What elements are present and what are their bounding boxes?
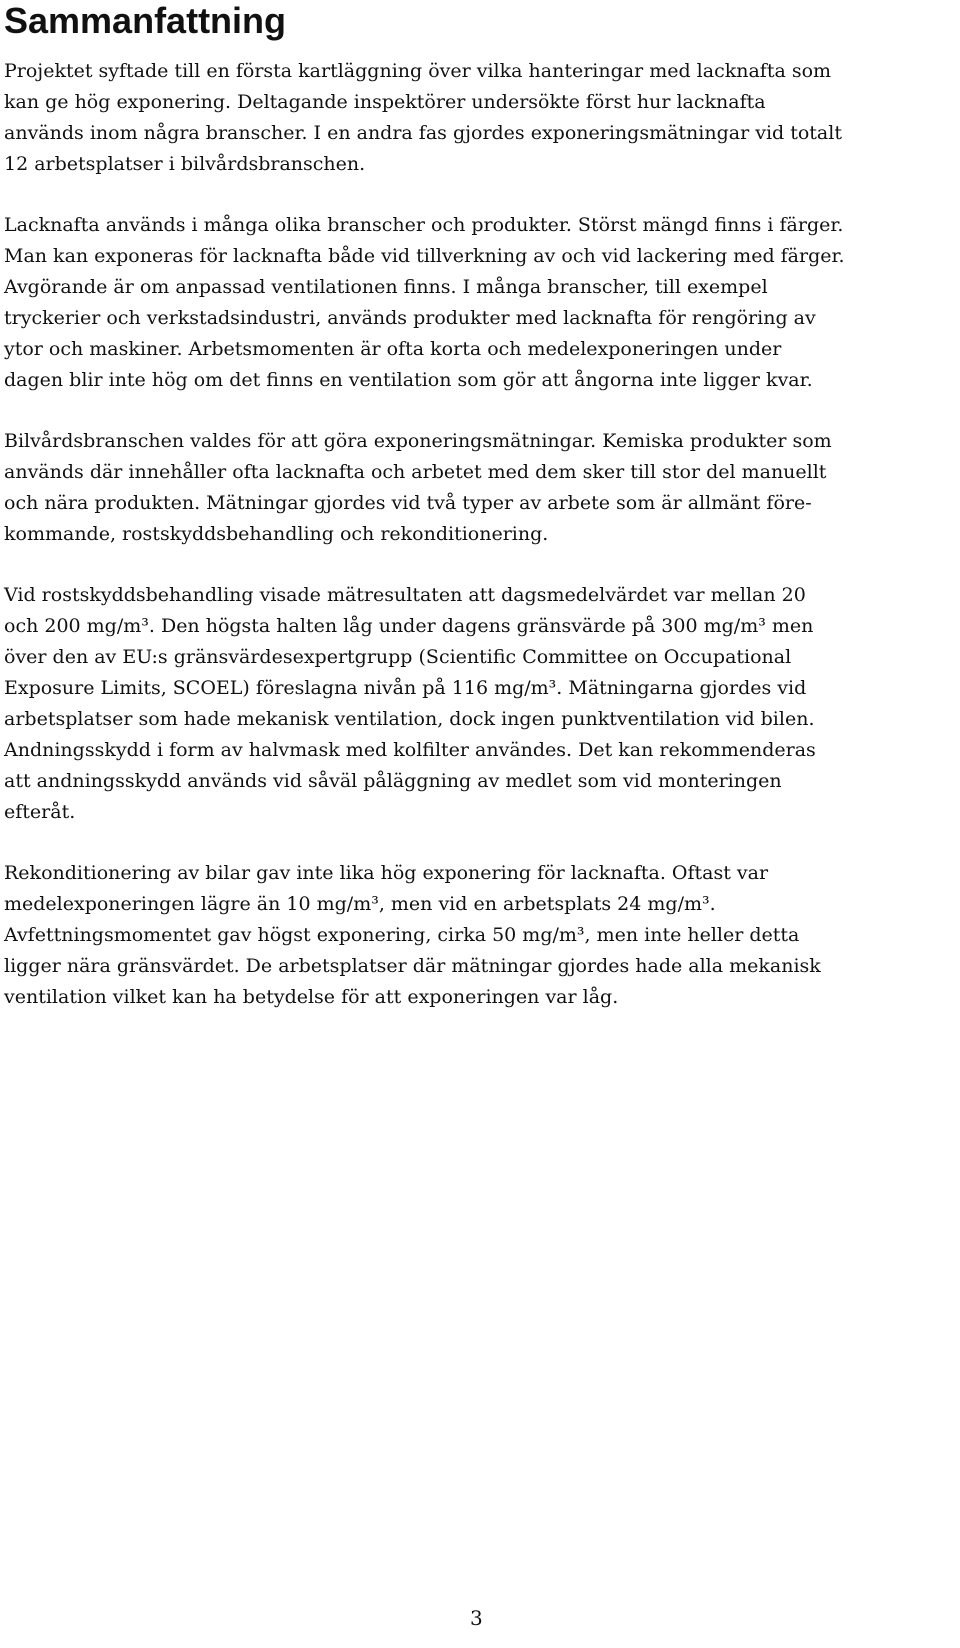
text-line: medelexponeringen lägre än 10 mg/m³, men vid en arbetsplats 24 mg/m³. (4, 893, 716, 915)
text-line: ligger nära gränsvärdet. De arbetsplatser där mätningar gjordes hade alla mekanisk (4, 955, 821, 977)
text-line: Bilvårdsbranschen valdes för att göra exponeringsmätningar. Kemiska produkter som (4, 430, 832, 452)
text-line: Avfettningsmomentet gav högst exponering, cirka 50 mg/m³, men inte heller detta (4, 924, 800, 946)
text-line: efteråt. (4, 801, 76, 823)
text-line: Projektet syftade till en första kartläggning över vilka hanteringar med lacknafta som (4, 60, 832, 82)
text-line: Andningsskydd i form av halvmask med kolfilter användes. Det kan rekommenderas (4, 739, 816, 761)
text-line: Exposure Limits, SCOEL) föreslagna nivån på 116 mg/m³. Mätningarna gjordes vid (4, 677, 807, 699)
paragraph-spacer (4, 180, 956, 210)
text-line: kan ge hög exponering. Deltagande inspektörer undersökte först hur lacknafta (4, 91, 766, 113)
text-line: Vid rostskyddsbehandling visade mätresultaten att dagsmedelvärdet var mellan 20 (4, 584, 806, 606)
paragraph-car-care (4, 426, 956, 550)
text-line: att andningsskydd används vid såväl påläggning av medlet som vid monteringen (4, 770, 782, 792)
paragraph-spacer (4, 828, 956, 858)
page-title: Sammanfattning (4, 0, 287, 41)
text-line: används där innehåller ofta lacknafta och arbetet med dem sker till stor del manuellt (4, 461, 827, 483)
paragraph-spacer (4, 396, 956, 426)
text-line: Lacknafta används i många olika branscher och produkter. Störst mängd finns i färger. (4, 214, 844, 236)
text-line: arbetsplatser som hade mekanisk ventilation, dock ingen punktventilation vid bilen. (4, 708, 815, 730)
paragraph-spacer (4, 550, 956, 580)
paragraph-rustproofing (4, 580, 956, 828)
paragraph-usage (4, 210, 956, 396)
text-line: och 200 mg/m³. Den högsta halten låg under dagens gränsvärde på 300 mg/m³ men (4, 615, 814, 637)
text-line: Avgörande är om anpassad ventilationen finns. I många branscher, till exempel (4, 276, 768, 298)
text-line: ytor och maskiner. Arbetsmomenten är ofta korta och medelexponeringen under (4, 338, 782, 360)
paragraph-reconditioning (4, 858, 956, 1013)
text-line: ventilation vilket kan ha betydelse för att exponeringen var låg. (4, 986, 619, 1008)
text-line: över den av EU:s gränsvärdesexpertgrupp (Scientific Committee on Occupational (4, 646, 792, 668)
text-line: används inom några branscher. I en andra fas gjordes exponeringsmätningar vid totalt (4, 122, 842, 144)
text-line: och nära produkten. Mätningar gjordes vid två typer av arbete som är allmänt före- (4, 492, 812, 514)
paragraph-intro (4, 56, 956, 180)
summary-body (4, 56, 956, 1013)
text-line: Man kan exponeras för lacknafta både vid tillverkning av och vid lackering med färger. (4, 245, 845, 267)
text-line: Rekonditionering av bilar gav inte lika hög exponering för lacknafta. Oftast var (4, 862, 769, 884)
text-line: tryckerier och verkstadsindustri, används produkter med lacknafta för rengöring av (4, 307, 816, 329)
page-number: 3 (470, 1606, 483, 1630)
text-line: 12 arbetsplatser i bilvårdsbranschen. (4, 153, 366, 175)
text-line: dagen blir inte hög om det finns en ventilation som gör att ångorna inte ligger kvar. (4, 369, 813, 391)
text-line: kommande, rostskyddsbehandling och rekonditionering. (4, 523, 549, 545)
